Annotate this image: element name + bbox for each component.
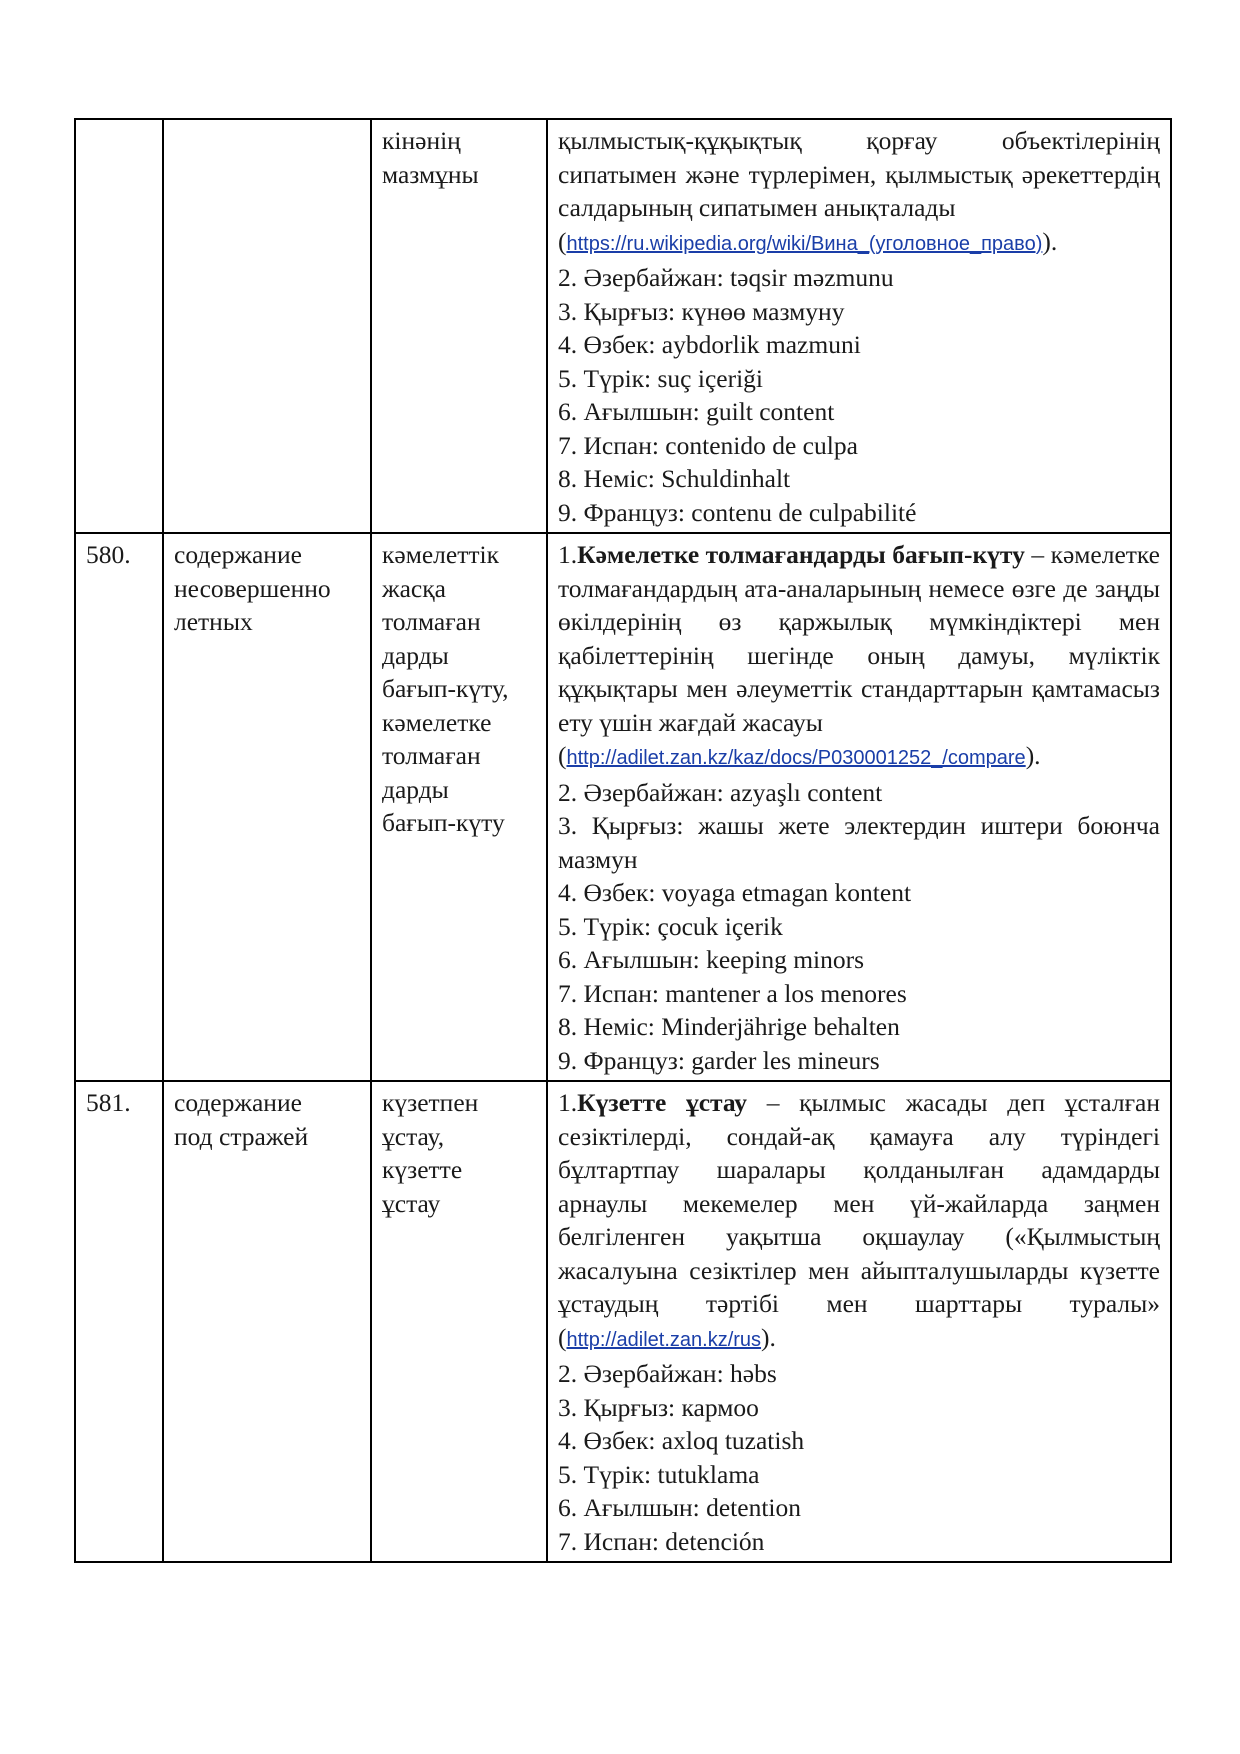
kazakh-term-line: дарды — [382, 640, 449, 670]
defined-term: Күзетте ұстау — [577, 1088, 748, 1117]
translation-line: 9. Француз: garder les mineurs — [558, 1045, 880, 1075]
kazakh-term-line: ұстау — [382, 1188, 441, 1218]
translation-line: 5. Түрік: tutuklama — [558, 1459, 760, 1489]
kazakh-term-line: күзетте — [382, 1155, 463, 1184]
translation-line: 2. Әзербайжан: həbs — [558, 1359, 777, 1388]
russian-term-line: содержание — [174, 540, 302, 569]
kazakh-term — [371, 1081, 547, 1562]
table-row — [75, 119, 1171, 533]
russian-term-line: под стражей — [174, 1121, 309, 1151]
document-page — [74, 118, 1170, 1563]
kazakh-term-line: кәмелеттік — [382, 540, 499, 569]
translation-line: 5. Түрік: çocuk içerik — [558, 911, 783, 941]
russian-term-line: летных — [174, 607, 253, 636]
translation-line: 5. Түрік: suç içeriği — [558, 363, 764, 393]
table-row — [75, 1081, 1171, 1562]
kazakh-term-line: мазмұны — [382, 159, 479, 189]
source-link[interactable]: http://adilet.zan.kz/rus — [566, 1328, 762, 1351]
translation-line: 7. Испан: detención — [558, 1526, 765, 1556]
translation-line: 3. Қырғыз: кармоо — [558, 1392, 759, 1422]
kazakh-term-line: кінәнің — [382, 126, 461, 155]
kazakh-term — [371, 119, 547, 533]
kazakh-term-line: ұстау, — [382, 1121, 445, 1151]
definition-cell — [547, 533, 1171, 1081]
kazakh-term-line: бағып-күту — [382, 808, 505, 837]
entry-number: 580. — [75, 533, 163, 1081]
definition-text: 1.Күзетте ұстау – қылмыс жасады деп ұсталған сезіктілерді, сондай-ақ қамауға алу түріндегі бұлтартпау шаралары қолданылған адамдарды арнаулы мекемелер мен үй-жайларда заңмен белгіленген уақытша оқшаулау («Қылмыстың жасалуына сезіктілер мен айыпталушыларды күзетте ұстаудың тәртібі мен шарттары туралы» (http://adilet.zan.kz/rus). — [558, 1088, 1160, 1352]
translation-line: 4. Өзбек: voyaga etmagan kontent — [558, 878, 912, 907]
source-link[interactable]: http://adilet.zan.kz/kaz/docs/P030001252_/compare — [566, 747, 1026, 769]
translation-line: 7. Испан: contenido de culpa — [558, 430, 858, 460]
kazakh-term-line: бағып-күту, — [382, 674, 509, 703]
definition-text: қылмыстық-құқықтық қорғау объектілерінің сипатымен және түрлерімен, қылмыстық әрекеттердің салдарының сипатымен анықталады — [558, 126, 1160, 222]
kazakh-term-line: күзетпен — [382, 1088, 479, 1117]
definition-cell — [547, 1081, 1171, 1562]
translation-line: 6. Ағылшын: detention — [558, 1493, 801, 1522]
definition-text: 1.Кәмелетке толмағандарды бағып-күту – кәмелетке толмағандардың ата-аналарының немесе өзге де заңды өкілдерінің өз қаржылық мүмкіндіктері мен қабілеттерінің шегінде оның дамуы, мүліктік құқықтары мен әлеуметтік стандарттарын қамтамасыз ету үшін жағдай жасауы — [558, 540, 1160, 737]
entry-number — [75, 119, 163, 533]
translation-line: 6. Ағылшын: guilt content — [558, 397, 835, 426]
translation-line: 3. Қырғыз: күнөө мазмуну — [558, 296, 845, 326]
kazakh-term — [371, 533, 547, 1081]
kazakh-term-line: жасқа — [382, 573, 446, 603]
defined-term: Кәмелетке толмағандарды бағып-күту — [577, 540, 1025, 569]
russian-term-line: содержание — [174, 1088, 302, 1117]
translation-line: 9. Француз: contenu de culpabilité — [558, 497, 917, 527]
entry-number: 581. — [75, 1081, 163, 1562]
translation-line: 2. Әзербайжан: azyaşlı content — [558, 777, 883, 807]
glossary-table — [74, 118, 1172, 1563]
kazakh-term-line: толмаған — [382, 607, 481, 636]
table-row — [75, 533, 1171, 1081]
translation-line: 7. Испан: mantener a los menores — [558, 978, 907, 1008]
source-reference: (http://adilet.zan.kz/kaz/docs/P030001252_/compare). — [558, 741, 1041, 770]
russian-term — [163, 533, 371, 1081]
russian-term-line: несовершенно — [174, 573, 331, 603]
translation-line: 3. Қырғыз: жашы жете электердин иштери боюнча мазмун — [558, 811, 1160, 874]
translation-line: 2. Әзербайжан: təqsir məzmunu — [558, 263, 894, 292]
russian-term — [163, 119, 371, 533]
kazakh-term-line: толмаған — [382, 741, 481, 770]
russian-term — [163, 1081, 371, 1562]
source-link[interactable]: https://ru.wikipedia.org/wiki/Вина_(уголовное_право) — [566, 232, 1043, 255]
definition-cell — [547, 119, 1171, 533]
kazakh-term-line: кәмелетке — [382, 707, 492, 737]
translation-line: 8. Неміс: Schuldinhalt — [558, 464, 791, 493]
translation-line: 8. Неміс: Minderjährige behalten — [558, 1012, 900, 1041]
translation-line: 4. Өзбек: aybdorlik mazmuni — [558, 330, 861, 359]
translation-line: 6. Ағылшын: keeping minors — [558, 945, 865, 974]
source-reference: (https://ru.wikipedia.org/wiki/Вина_(уголовное_право)). — [558, 226, 1058, 256]
translation-line: 4. Өзбек: axloq tuzatish — [558, 1426, 805, 1455]
kazakh-term-line: дарды — [382, 774, 449, 804]
